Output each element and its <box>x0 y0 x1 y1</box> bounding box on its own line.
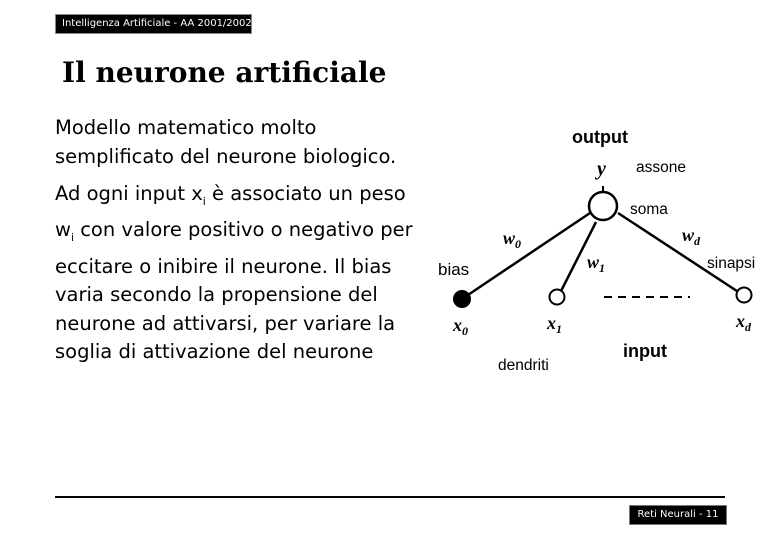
xd-label <box>735 311 752 334</box>
y-label: y <box>597 158 606 180</box>
body-part3: con valore positivo o negativo per eccitare o inibire il neurone. Il bias varia secondo la propensione del neurone ad attivarsi, per variare la soglia di attivazione del neurone <box>55 218 413 364</box>
input-label: input <box>623 341 667 361</box>
x1-letter: x <box>547 313 556 333</box>
neuron-diagram <box>420 115 780 385</box>
w0-sub: 0 <box>515 237 522 251</box>
body-sub-i2: i <box>70 231 75 245</box>
w0-label <box>503 228 521 251</box>
body-sub-i1: i <box>202 194 206 208</box>
x0-sub: 0 <box>462 324 468 338</box>
body-part1: Ad ogni input x <box>55 182 203 205</box>
w1-label <box>587 252 605 275</box>
w0-letter: w <box>503 228 516 248</box>
body-paragraph <box>55 180 425 367</box>
dendrite-w0 <box>462 213 590 299</box>
sinapsi-label: sinapsi <box>707 255 756 272</box>
assone-label: assone <box>636 159 686 176</box>
input-node-d <box>737 288 752 303</box>
course-header: Intelligenza Artificiale - AA 2001/2002 <box>55 14 252 34</box>
page-indicator: Reti Neurali - 11 <box>629 505 727 525</box>
body-part2: è associato un peso w <box>55 182 406 242</box>
xd-letter: x <box>736 311 745 331</box>
wd-letter: w <box>682 225 695 245</box>
intro-paragraph: Modello matematico molto semplificato del neurone biologico. <box>55 116 397 168</box>
x0-label <box>452 315 468 338</box>
x1-label <box>546 313 562 336</box>
dendriti-label: dendriti <box>498 357 549 374</box>
xd-sub: d <box>745 320 751 334</box>
dendrite-wd <box>618 213 743 295</box>
x0-letter: x <box>453 315 462 335</box>
wd-sub: d <box>694 234 701 248</box>
footer-divider <box>55 496 725 498</box>
bias-label: bias <box>438 260 470 279</box>
output-label: output <box>572 127 628 147</box>
soma-label: soma <box>630 201 668 218</box>
wd-label <box>682 225 701 248</box>
soma-node <box>589 192 617 220</box>
bias-node <box>453 290 471 308</box>
input-node-1 <box>550 290 565 305</box>
w1-letter: w <box>587 252 600 272</box>
w1-sub: 1 <box>599 261 606 275</box>
x1-sub: 1 <box>556 322 562 336</box>
slide-title: Il neurone artificiale <box>62 56 387 89</box>
